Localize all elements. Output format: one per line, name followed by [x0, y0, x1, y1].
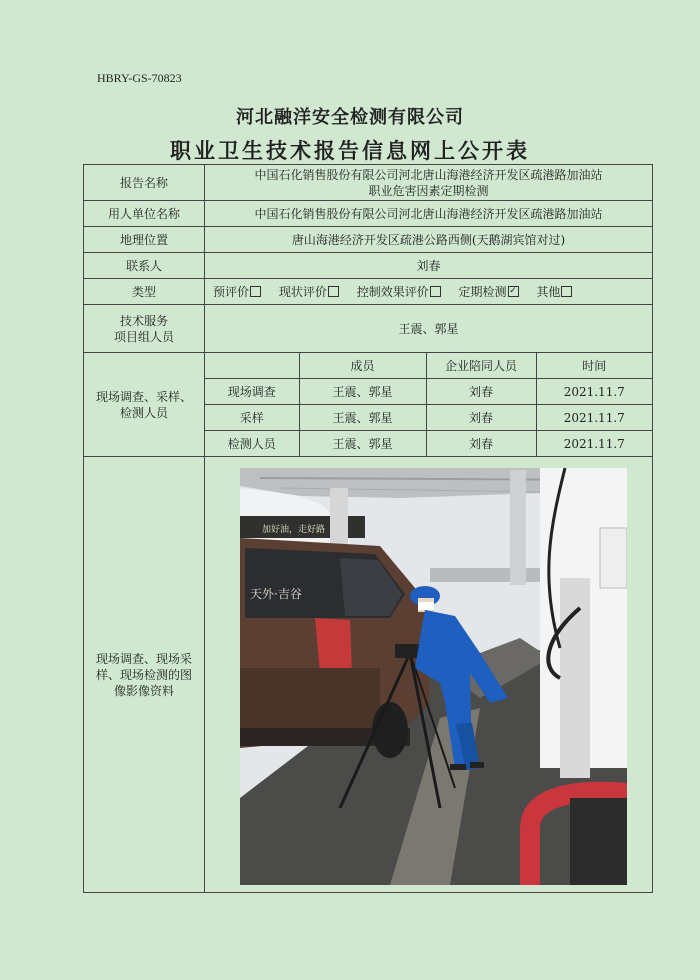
site-photo-illustration — [240, 468, 627, 885]
survey-item: 现场调查 — [205, 379, 299, 405]
type-option-status-evaluation[interactable] — [279, 285, 339, 299]
value-contact: 刘春 — [205, 253, 653, 279]
survey-header-row — [205, 353, 652, 379]
row-team — [84, 305, 653, 353]
survey-header: 时间 — [536, 353, 652, 379]
label-team — [84, 305, 205, 353]
row-survey — [84, 353, 653, 457]
survey-date: 2021.11.7 — [536, 405, 652, 431]
label-survey-line2: 检测人员 — [119, 405, 168, 420]
row-report-name — [84, 165, 653, 201]
checkbox-icon[interactable] — [328, 286, 339, 297]
table-row — [205, 379, 652, 405]
document-code: HBRY-GS-70823 — [97, 71, 182, 85]
site-photo — [240, 468, 627, 885]
survey-company-staff: 刘春 — [426, 431, 536, 457]
survey-company-staff: 刘春 — [426, 405, 536, 431]
type-option-control-effect[interactable] — [357, 285, 441, 299]
type-option-label: 定期检测 — [458, 284, 507, 299]
label-images-line3: 像影像资料 — [113, 683, 174, 698]
survey-item: 采样 — [205, 405, 299, 431]
company-name: 河北融洋安全检测有限公司 — [236, 107, 464, 128]
report-name-line1: 中国石化销售股份有限公司河北唐山海港经济开发区疏港路加油站 — [254, 167, 603, 182]
label-images — [84, 457, 205, 893]
survey-header: 成员 — [299, 353, 426, 379]
type-option-other[interactable] — [536, 285, 572, 299]
window-sticker-text: 天外·吉谷 — [250, 587, 302, 601]
table-row — [205, 431, 652, 457]
type-option-label: 其他 — [536, 284, 561, 299]
survey-table — [205, 353, 652, 456]
checkbox-icon[interactable] — [250, 286, 261, 297]
label-type: 类型 — [84, 279, 205, 305]
row-type — [84, 279, 653, 305]
label-survey — [84, 353, 205, 457]
row-contact — [84, 253, 653, 279]
survey-header — [205, 353, 299, 379]
type-option-periodic-inspection[interactable] — [459, 285, 519, 299]
survey-members: 王震、郭星 — [299, 405, 426, 431]
report-name-line2: 职业危害因素定期检测 — [368, 183, 489, 198]
label-team-line2: 项目组人员 — [113, 329, 174, 344]
survey-date: 2021.11.7 — [536, 379, 652, 405]
survey-date: 2021.11.7 — [536, 431, 652, 457]
document-title: 职业卫生技术报告信息网上公开表 — [170, 138, 530, 163]
survey-header: 企业陪同人员 — [426, 353, 536, 379]
label-survey-line1: 现场调查、采样、 — [95, 389, 192, 404]
car-slogan-text: 加好油，走好路 — [262, 525, 326, 535]
survey-table-cell — [205, 353, 653, 457]
table-row — [205, 405, 652, 431]
value-location: 唐山海港经济开发区疏港公路西侧(天鹅湖宾馆对过) — [205, 227, 653, 253]
label-images-line1: 现场调查、现场采 — [95, 651, 192, 666]
type-option-label: 预评价 — [213, 284, 250, 299]
value-report-name — [205, 165, 653, 201]
checkbox-icon[interactable]: ✓ — [509, 285, 517, 296]
survey-members: 王震、郭星 — [299, 431, 426, 457]
label-contact: 联系人 — [84, 253, 205, 279]
row-location — [84, 227, 653, 253]
label-report-name: 报告名称 — [84, 165, 205, 201]
survey-members: 王震、郭星 — [299, 379, 426, 405]
label-location: 地理位置 — [84, 227, 205, 253]
label-images-line2: 样、现场检测的图 — [95, 667, 192, 682]
checkbox-icon[interactable] — [430, 286, 441, 297]
row-employer — [84, 201, 653, 227]
type-options — [205, 279, 653, 305]
type-option-label: 现状评价 — [278, 284, 327, 299]
type-option-pre-evaluation[interactable] — [213, 285, 261, 299]
label-team-line1: 技术服务 — [119, 313, 168, 328]
value-employer: 中国石化销售股份有限公司河北唐山海港经济开发区疏港路加油站 — [205, 201, 653, 227]
value-team: 王震、郭星 — [205, 305, 653, 353]
survey-company-staff: 刘春 — [426, 379, 536, 405]
survey-item: 检测人员 — [205, 431, 299, 457]
checkbox-icon[interactable] — [561, 286, 572, 297]
type-option-label: 控制效果评价 — [356, 284, 429, 299]
label-employer: 用人单位名称 — [84, 201, 205, 227]
